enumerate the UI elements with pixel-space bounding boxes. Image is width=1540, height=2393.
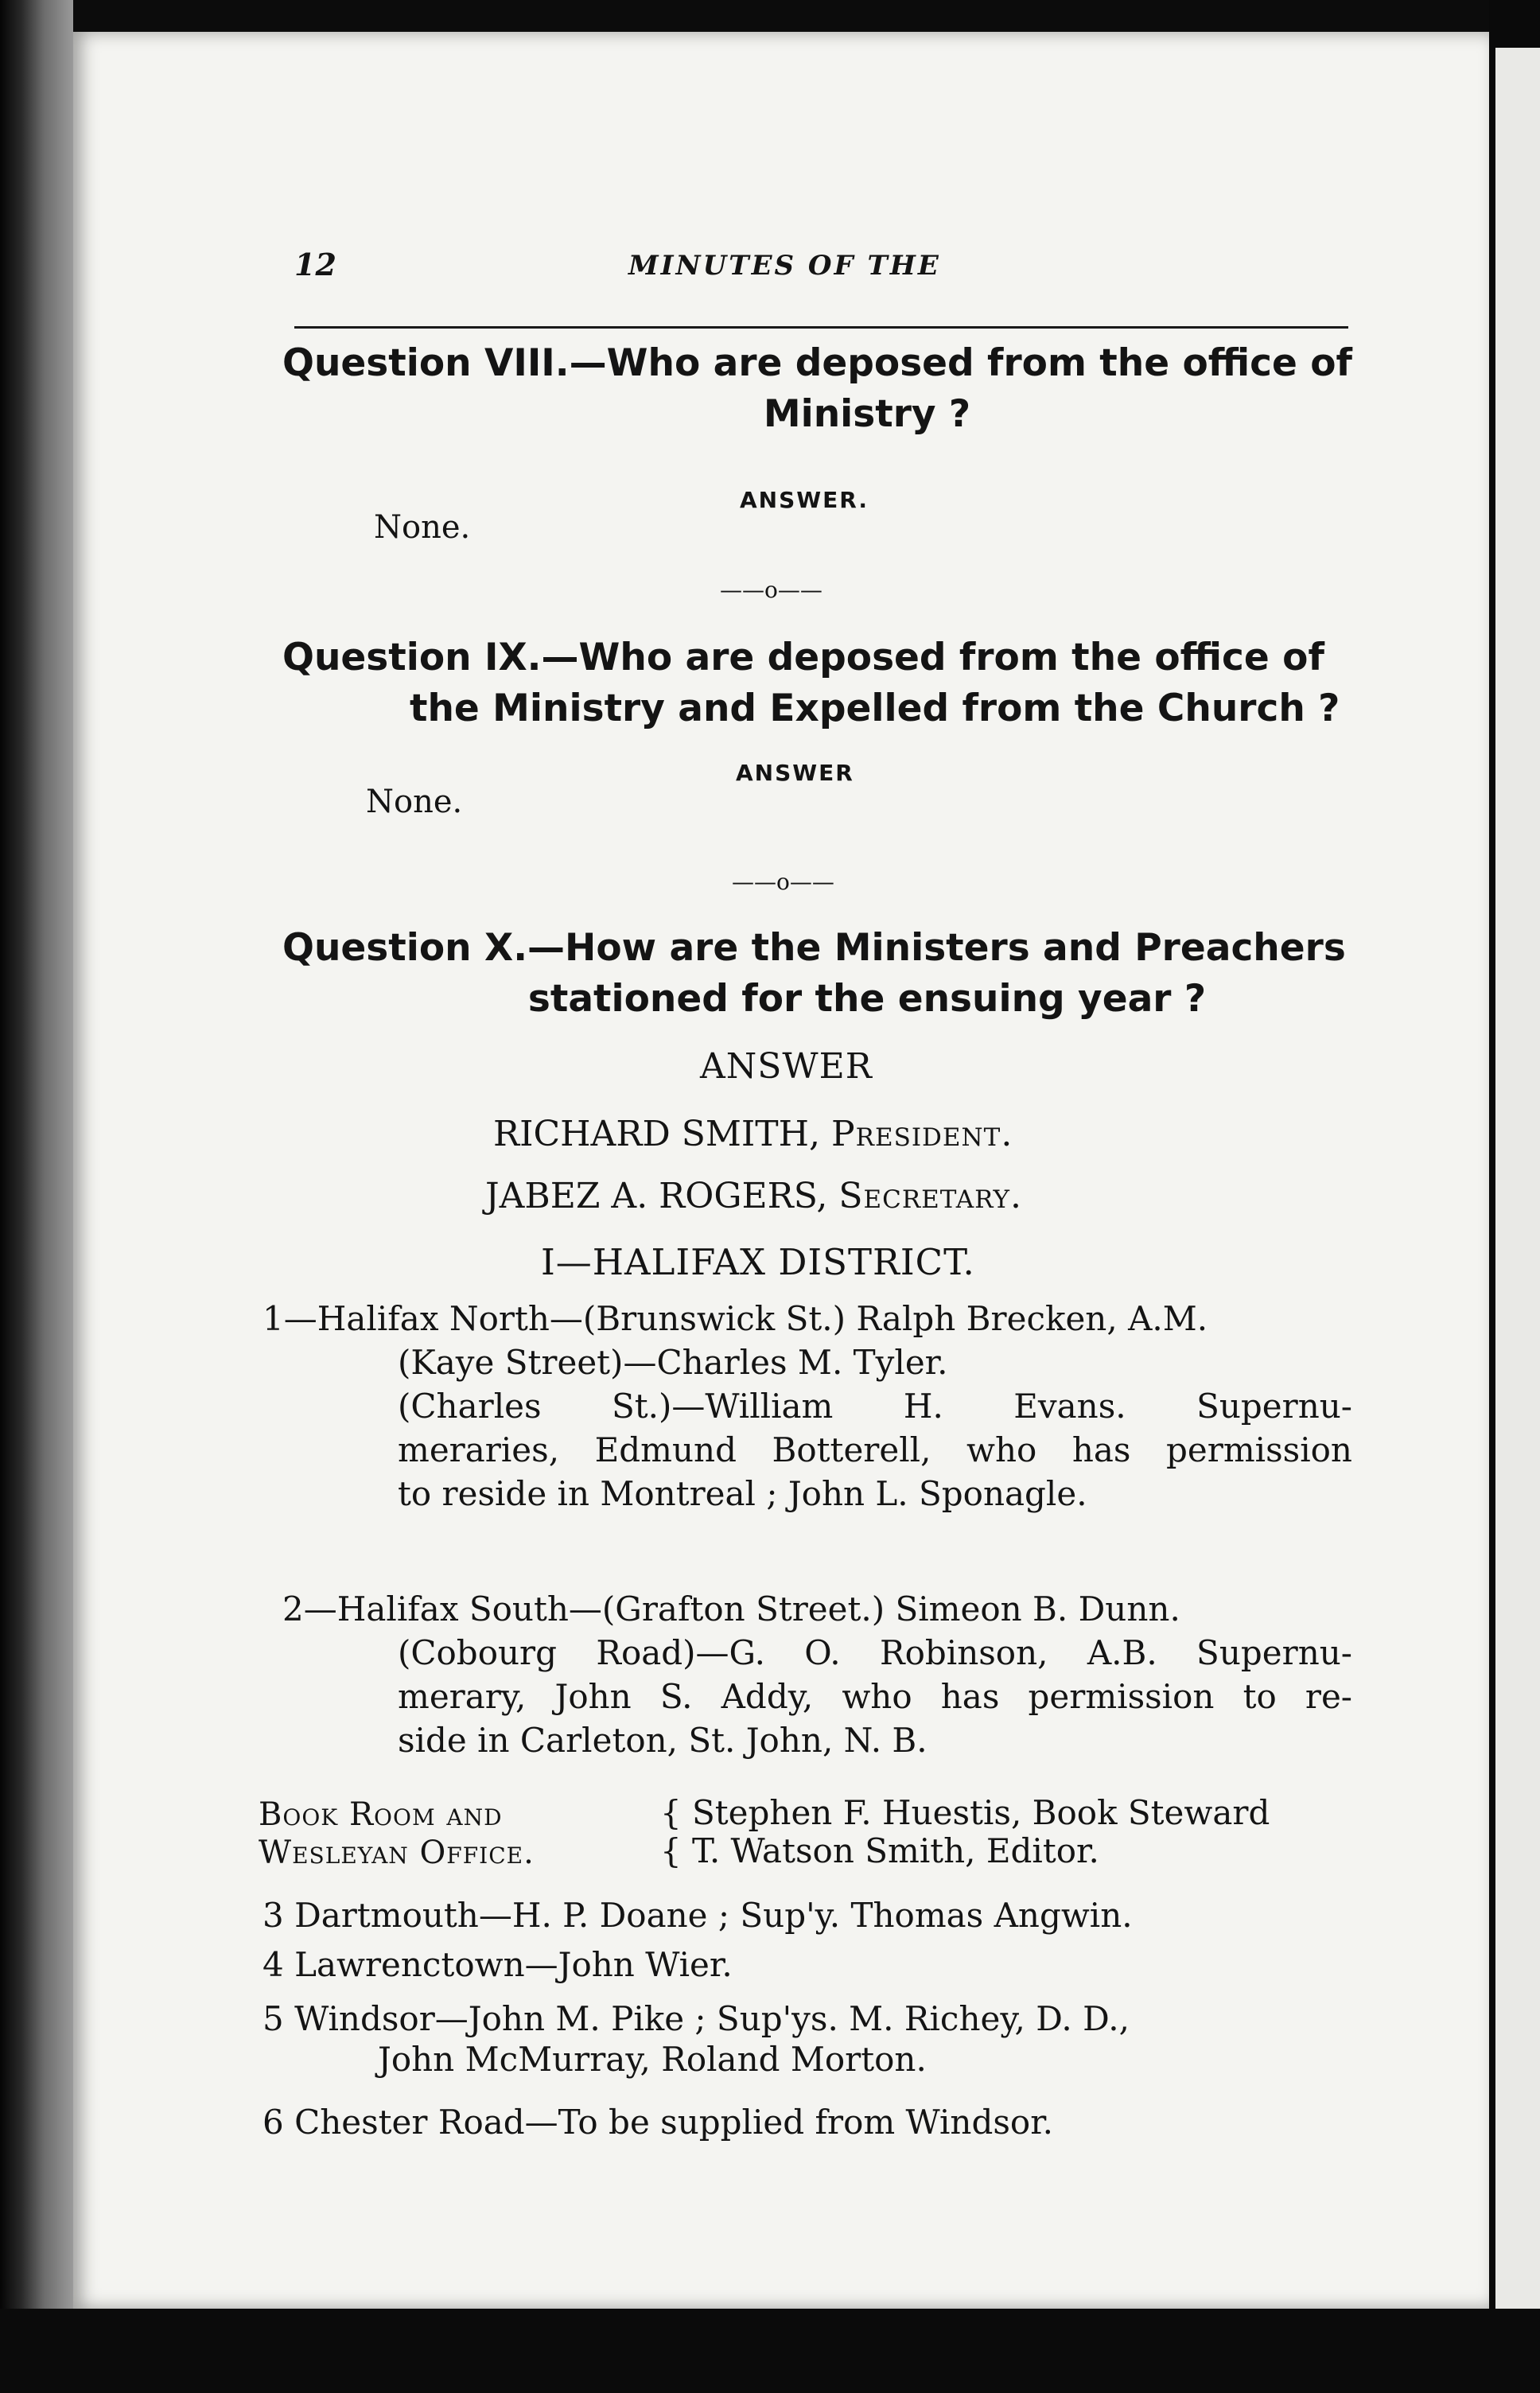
question-8-answer-label: ANSWER. <box>740 487 869 513</box>
secretary-line <box>485 1176 1022 1216</box>
secretary-title: Secretary. <box>838 1176 1023 1216</box>
entry-1-line-1: 1—Halifax North—(Brunswick St.) Ralph Brecken, A.M. <box>262 1299 1208 1338</box>
entry-2-line-4: side in Carleton, St. John, N. B. <box>398 1721 928 1760</box>
running-head: MINUTES OF THE <box>628 250 941 282</box>
book-steward: Stephen F. Huestis, Book Steward <box>692 1793 1270 1832</box>
entry-1-line-5: to reside in Montreal ; John L. Sponagle. <box>398 1474 1087 1513</box>
entry-1-line-2: (Kaye Street)—Charles M. Tyler. <box>398 1343 948 1382</box>
book-room-names <box>692 1794 1270 1870</box>
question-10-line-1: Question X.—How are the Ministers and Preachers <box>282 926 1346 970</box>
secretary-name: JABEZ A. ROGERS, <box>485 1176 828 1216</box>
entry-2-line-1: 2—Halifax South—(Grafton Street.) Simeon B. Dunn. <box>282 1589 1180 1628</box>
entry-1-line-4: meraries, Edmund Botterell, who has permission <box>398 1430 1352 1469</box>
entry-2-line-2: (Cobourg Road)—G. O. Robinson, A.B. Supernu- <box>398 1633 1352 1672</box>
entry-2-line-3: merary, John S. Addy, who has permission to re- <box>398 1677 1352 1716</box>
question-9-line-2: the Ministry and Expelled from the Church ? <box>410 687 1340 730</box>
station-entry-1 <box>262 1297 1352 1516</box>
book-room-label-1: Book Room and <box>259 1796 503 1833</box>
page-number: 12 <box>294 247 336 282</box>
editor: T. Watson Smith, Editor. <box>692 1831 1099 1870</box>
header-rule <box>294 326 1348 329</box>
station-entry-2 <box>282 1587 1352 1762</box>
station-entry-4: 4 Lawrenctown—John Wier. <box>262 1945 733 1984</box>
question-8-heading <box>282 338 1364 440</box>
question-10-line-2: stationed for the ensuing year ? <box>527 977 1207 1021</box>
book-room-labels <box>259 1796 535 1872</box>
separator: ——o—— <box>720 577 822 603</box>
question-8-line-1: Question VIII.—Who are deposed from the office of <box>282 341 1353 385</box>
entry-1-line-3: (Charles St.)—William H. Evans. Supernu- <box>398 1387 1352 1426</box>
president-title: President. <box>831 1114 1013 1154</box>
facing-page-edge <box>1495 48 1540 2355</box>
station-entry-3: 3 Dartmouth—H. P. Doane ; Sup'y. Thomas Angwin. <box>262 1896 1133 1935</box>
president-line <box>493 1114 1013 1154</box>
page-header <box>294 247 1360 294</box>
entry-5-line-1: 5 Windsor—John M. Pike ; Sup'ys. M. Richey, D. D., <box>262 1999 1130 2038</box>
district-heading: I—HALIFAX DISTRICT. <box>541 1241 975 1283</box>
question-8-answer-text: None. <box>374 509 471 546</box>
station-entry-5 <box>262 1997 1130 2079</box>
question-8-line-2: Ministry ? <box>763 392 971 436</box>
question-9-answer-label: ANSWER <box>736 760 854 786</box>
entry-5-line-2: John McMurray, Roland Morton. <box>378 2040 927 2079</box>
separator: ——o—— <box>732 869 834 895</box>
book-room-label-2: Wesleyan Office. <box>259 1835 535 1871</box>
question-9-line-1: Question IX.—Who are deposed from the office of <box>282 636 1324 679</box>
president-name: RICHARD SMITH, <box>493 1114 820 1154</box>
book-binding-edge <box>0 0 73 2393</box>
brace: { { <box>660 1793 682 1870</box>
station-entry-6: 6 Chester Road—To be supplied from Windsor. <box>262 2103 1054 2142</box>
question-10-heading <box>282 923 1364 1025</box>
question-10-answer-label: ANSWER <box>700 1046 873 1087</box>
question-9-heading <box>282 632 1364 734</box>
question-9-answer-text: None. <box>366 784 463 820</box>
scan-border-bottom <box>0 2309 1540 2393</box>
